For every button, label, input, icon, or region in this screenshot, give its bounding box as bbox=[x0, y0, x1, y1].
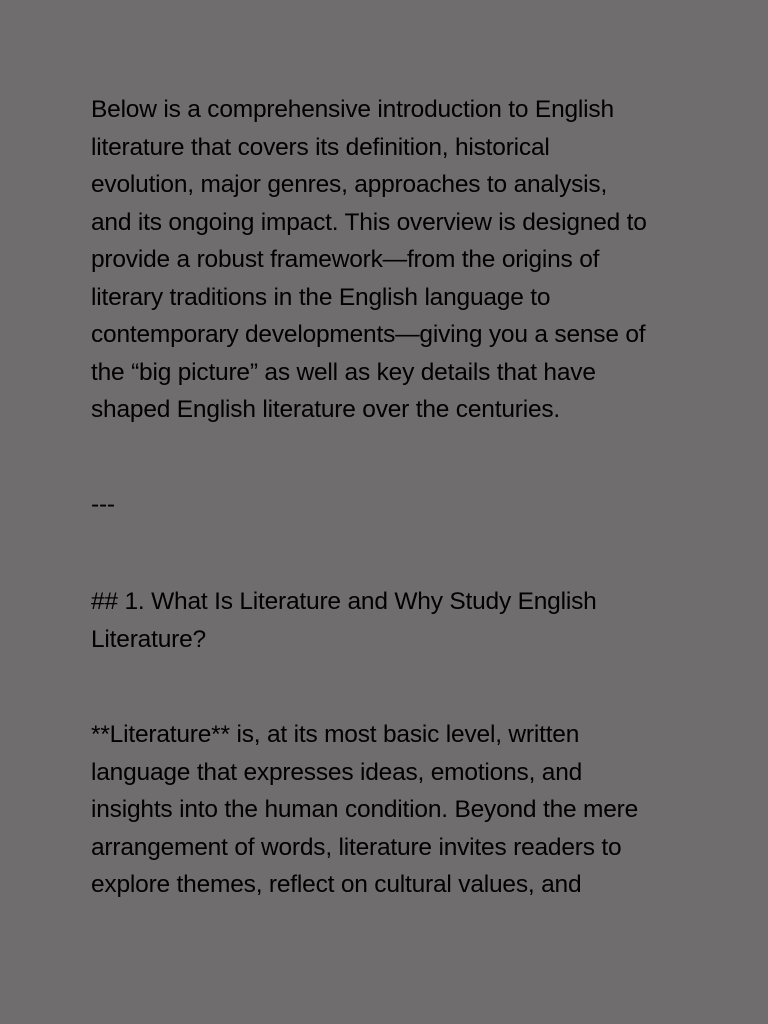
section-heading: ## 1. What Is Literature and Why Study English Literature? bbox=[91, 588, 597, 653]
intro-paragraph: Below is a comprehensive introduction to English literature that covers its definition, historical evolution, major genres, approaches to analysis, and its ongoing impact. This overview is designed to provide a robust framework—from the origins of literary traditions in the English language to contemporary developments—giving you a sense of the “big picture” as well as key details that have shaped English literature over the centuries. bbox=[91, 96, 647, 423]
section-divider: --- bbox=[91, 491, 115, 518]
body-paragraph: **Literature** is, at its most basic level, written language that expresses ideas, emotions, and insights into the human condition. Beyond the mere arrangement of words, literature invites readers to explore themes, reflect on cultural values, and bbox=[91, 721, 639, 898]
